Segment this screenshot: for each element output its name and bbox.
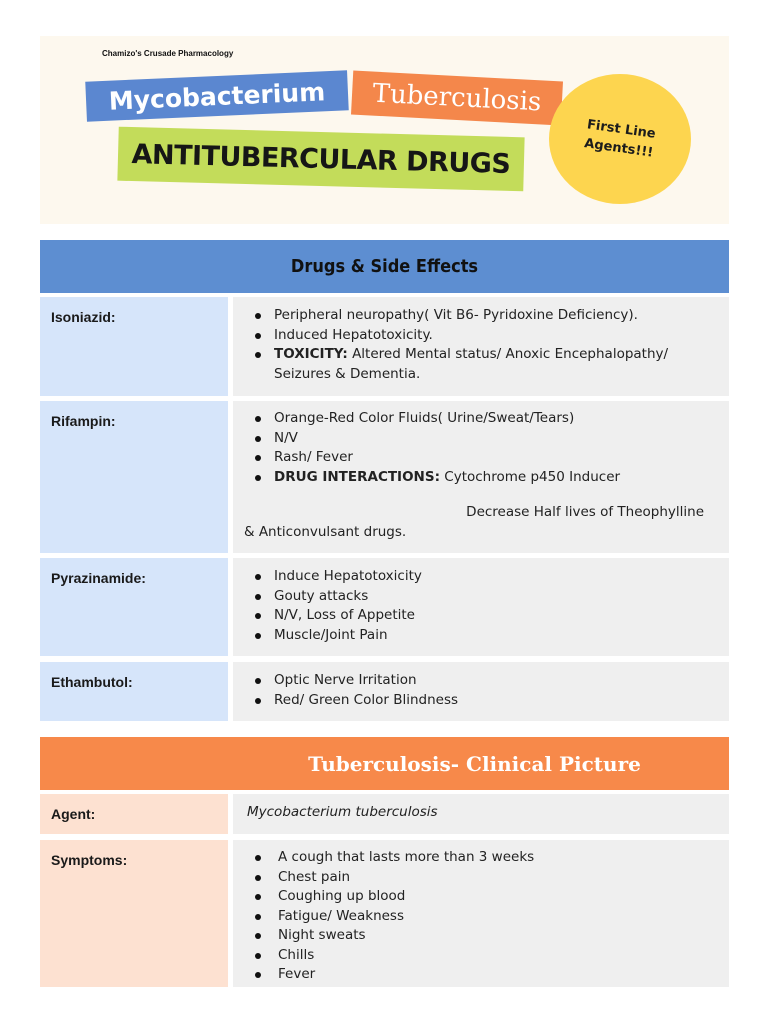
interactions-text: Cytochrome p450 Inducer <box>439 468 621 485</box>
agent-label: Agent: <box>40 794 228 834</box>
drug-effects <box>233 401 729 553</box>
symptoms-cell <box>233 840 729 987</box>
list-item: Induced Hepatotoxicity. <box>233 326 729 346</box>
list-item: N/V, Loss of Appetite <box>233 606 729 626</box>
header-banner <box>40 36 729 224</box>
first-line-badge <box>549 74 691 204</box>
list-item <box>233 345 729 384</box>
interactions-label: DRUG INTERACTIONS: <box>274 468 440 485</box>
drug-label: Rifampin: <box>40 401 228 553</box>
interactions-continuation: & Anticonvulsant drugs. <box>244 524 407 540</box>
title-tag-mycobacterium: Mycobacterium <box>85 70 348 121</box>
drug-effects <box>233 297 729 396</box>
drug-row-pyrazinamide <box>40 558 729 656</box>
list-item: Optic Nerve Irritation <box>233 671 729 691</box>
drug-row-rifampin <box>40 401 729 553</box>
symptoms-list <box>233 840 729 985</box>
list-item: Gouty attacks <box>233 587 729 607</box>
drug-effects <box>233 558 729 656</box>
symptoms-label: Symptoms: <box>40 840 228 987</box>
list-item: Muscle/Joint Pain <box>233 626 729 646</box>
agent-value-cell <box>233 794 729 834</box>
drug-row-isoniazid <box>40 297 729 396</box>
page-title: ANTITUBERCULAR DRUGS <box>117 127 524 192</box>
badge-text: First Line Agents!!! <box>583 117 657 161</box>
list-item: Coughing up blood <box>233 887 729 907</box>
toxicity-label: TOXICITY: <box>274 346 348 362</box>
list-item <box>233 468 729 488</box>
list-item: Induce Hepatotoxicity <box>233 567 729 587</box>
drug-label: Isoniazid: <box>40 297 228 396</box>
list-item: Orange-Red Color Fluids( Urine/Sweat/Tears) <box>233 409 729 429</box>
list-item: A cough that lasts more than 3 weeks <box>233 848 729 868</box>
list-item: Fever <box>233 965 729 985</box>
symptoms-row <box>40 840 729 987</box>
drug-label: Pyrazinamide: <box>40 558 228 656</box>
list-item: Chest pain <box>233 868 729 888</box>
drugs-section-title: Drugs & Side Effects <box>40 240 729 293</box>
drug-label: Ethambutol: <box>40 662 228 721</box>
title-tag-tuberculosis: Tuberculosis <box>351 71 563 126</box>
list-item: Fatigue/ Weakness <box>233 907 729 927</box>
list-item: Peripheral neuropathy( Vit B6- Pyridoxine Deficiency). <box>233 306 729 326</box>
effects-list <box>233 401 729 487</box>
list-item: N/V <box>233 429 729 449</box>
list-item: Red/ Green Color Blindness <box>233 691 729 711</box>
interactions-continuation: Decrease Half lives of Theophylline <box>466 504 704 520</box>
effects-list <box>233 662 729 710</box>
drug-row-ethambutol <box>40 662 729 721</box>
toxicity-text: Altered Mental status/ Anoxic Encephalopathy/ Seizures & Dementia. <box>274 346 669 382</box>
agent-value: Mycobacterium tuberculosis <box>247 804 438 820</box>
list-item: Rash/ Fever <box>233 448 729 468</box>
effects-list <box>233 297 729 384</box>
drug-effects <box>233 662 729 721</box>
list-item: Night sweats <box>233 926 729 946</box>
effects-list <box>233 558 729 645</box>
clinical-section-title: Tuberculosis- Clinical Picture <box>40 737 729 790</box>
agent-row <box>40 794 729 834</box>
list-item: Chills <box>233 946 729 966</box>
credit-text: Chamizo's Crusade Pharmacology <box>102 49 234 58</box>
